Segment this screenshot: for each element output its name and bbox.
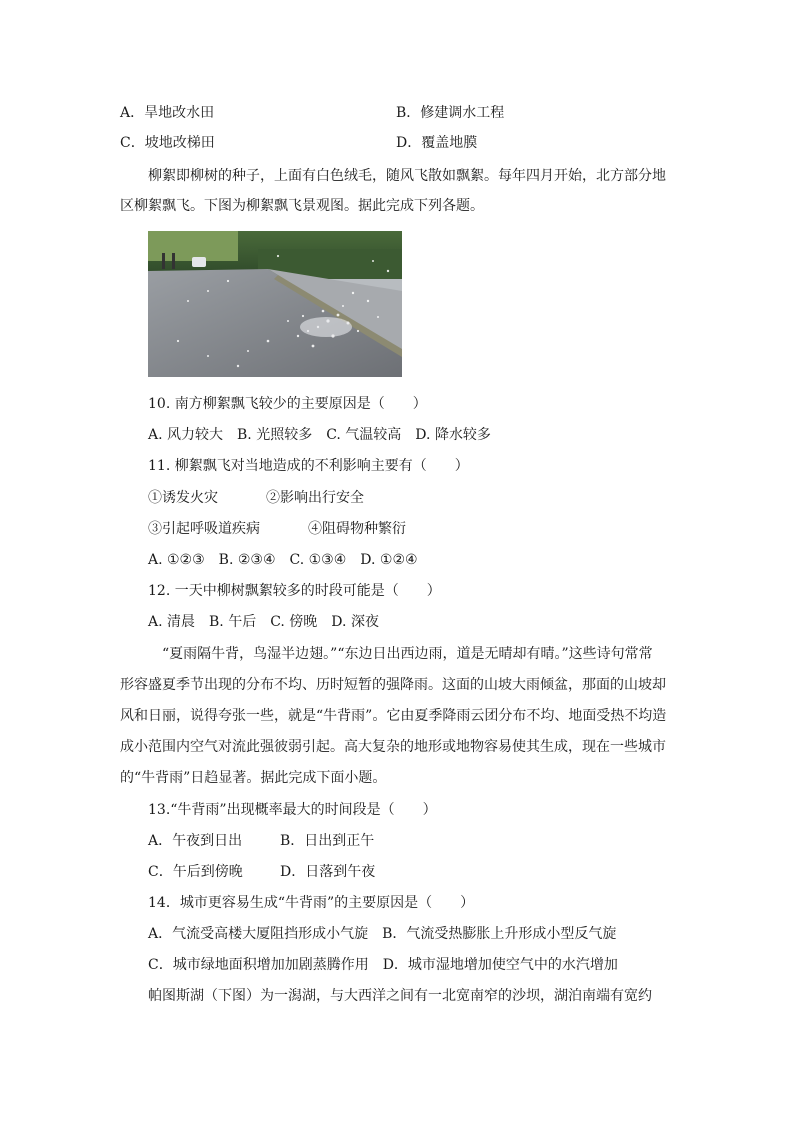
q14-stem: 14．城市更容易生成“牛背雨”的主要原因是（ ） [148,895,475,911]
prev-option-d: D．覆盖地膜 [396,135,478,151]
q11-stem: 11. 柳絮飘飞对当地造成的不利影响主要有（ ） [148,458,469,474]
passage1-line2: 区柳絮飘飞。下图为柳絮飘飞景观图。据此完成下列各题。 [120,198,484,214]
prev-option-b: B．修建调水工程 [396,105,505,121]
prev-option-c: C．坡地改梯田 [120,135,215,151]
prev-option-a: A．旱地改水田 [120,105,215,121]
q12-stem: 12. 一天中柳树飘絮较多的时段可能是（ ） [148,583,441,599]
q13-option-a: A．午夜到日出 [148,833,243,849]
passage2-line5: 的“牛背雨”日趋显著。据此完成下面小题。 [120,770,387,786]
q14-options-cd: C．城市绿地面积增加加剧蒸腾作用 D．城市湿地增加使空气中的水汽增加 [148,957,618,973]
q13-option-c: C．午后到傍晚 [148,864,243,880]
q11-item1: ①诱发火灾 [148,490,218,506]
q11-options: A. ①②③ B. ②③④ C. ①③④ D. ①②④ [148,552,418,568]
q13-stem: 13.“牛背雨”出现概率最大的时间段是（ ） [148,802,437,818]
passage1-line1: 柳絮即柳树的种子，上面有白色绒毛，随风飞散如飘絮。每年四月开始，北方部分地 [148,168,666,184]
passage2-line1: “夏雨隔牛背，鸟湿半边翅。”“东边日出西边雨，道是无晴却有晴。”这些诗句常常 [162,646,653,662]
passage2-line3: 风和日丽，说得夸张一些，就是“牛背雨”。它由夏季降雨云团分布不均、地面受热不均造 [120,708,667,724]
q12-options: A. 清晨 B. 午后 C. 傍晚 D. 深夜 [148,614,379,630]
q13-option-b: B．日出到正午 [280,833,375,849]
q10-stem: 10. 南方柳絮飘飞较少的主要原因是（ ） [148,396,427,412]
q14-options-ab: A．气流受高楼大厦阻挡形成小气旋 B．气流受热膨胀上升形成小型反气旋 [148,926,617,942]
q13-option-d: D．日落到午夜 [280,864,376,880]
passage2-line2: 形容盛夏季节出现的分布不均、历时短暂的强降雨。这面的山坡大雨倾盆，那面的山坡却 [120,677,666,693]
willow-catkin-photo [148,231,402,377]
q11-item4: ④阻碍物种繁衍 [308,521,406,537]
passage2-line4: 成小范围内空气对流此强彼弱引起。高大复杂的地形或地物容易使其生成，现在一些城市 [120,739,666,755]
q11-item2: ②影响出行安全 [266,490,364,506]
passage3-line1: 帕图斯湖（下图）为一潟湖，与大西洋之间有一北宽南窄的沙坝，湖泊南端有宽约 [148,988,652,1004]
q10-options: A. 风力较大 B. 光照较多 C. 气温较高 D. 降水较多 [148,427,491,443]
q11-item3: ③引起呼吸道疾病 [148,521,260,537]
